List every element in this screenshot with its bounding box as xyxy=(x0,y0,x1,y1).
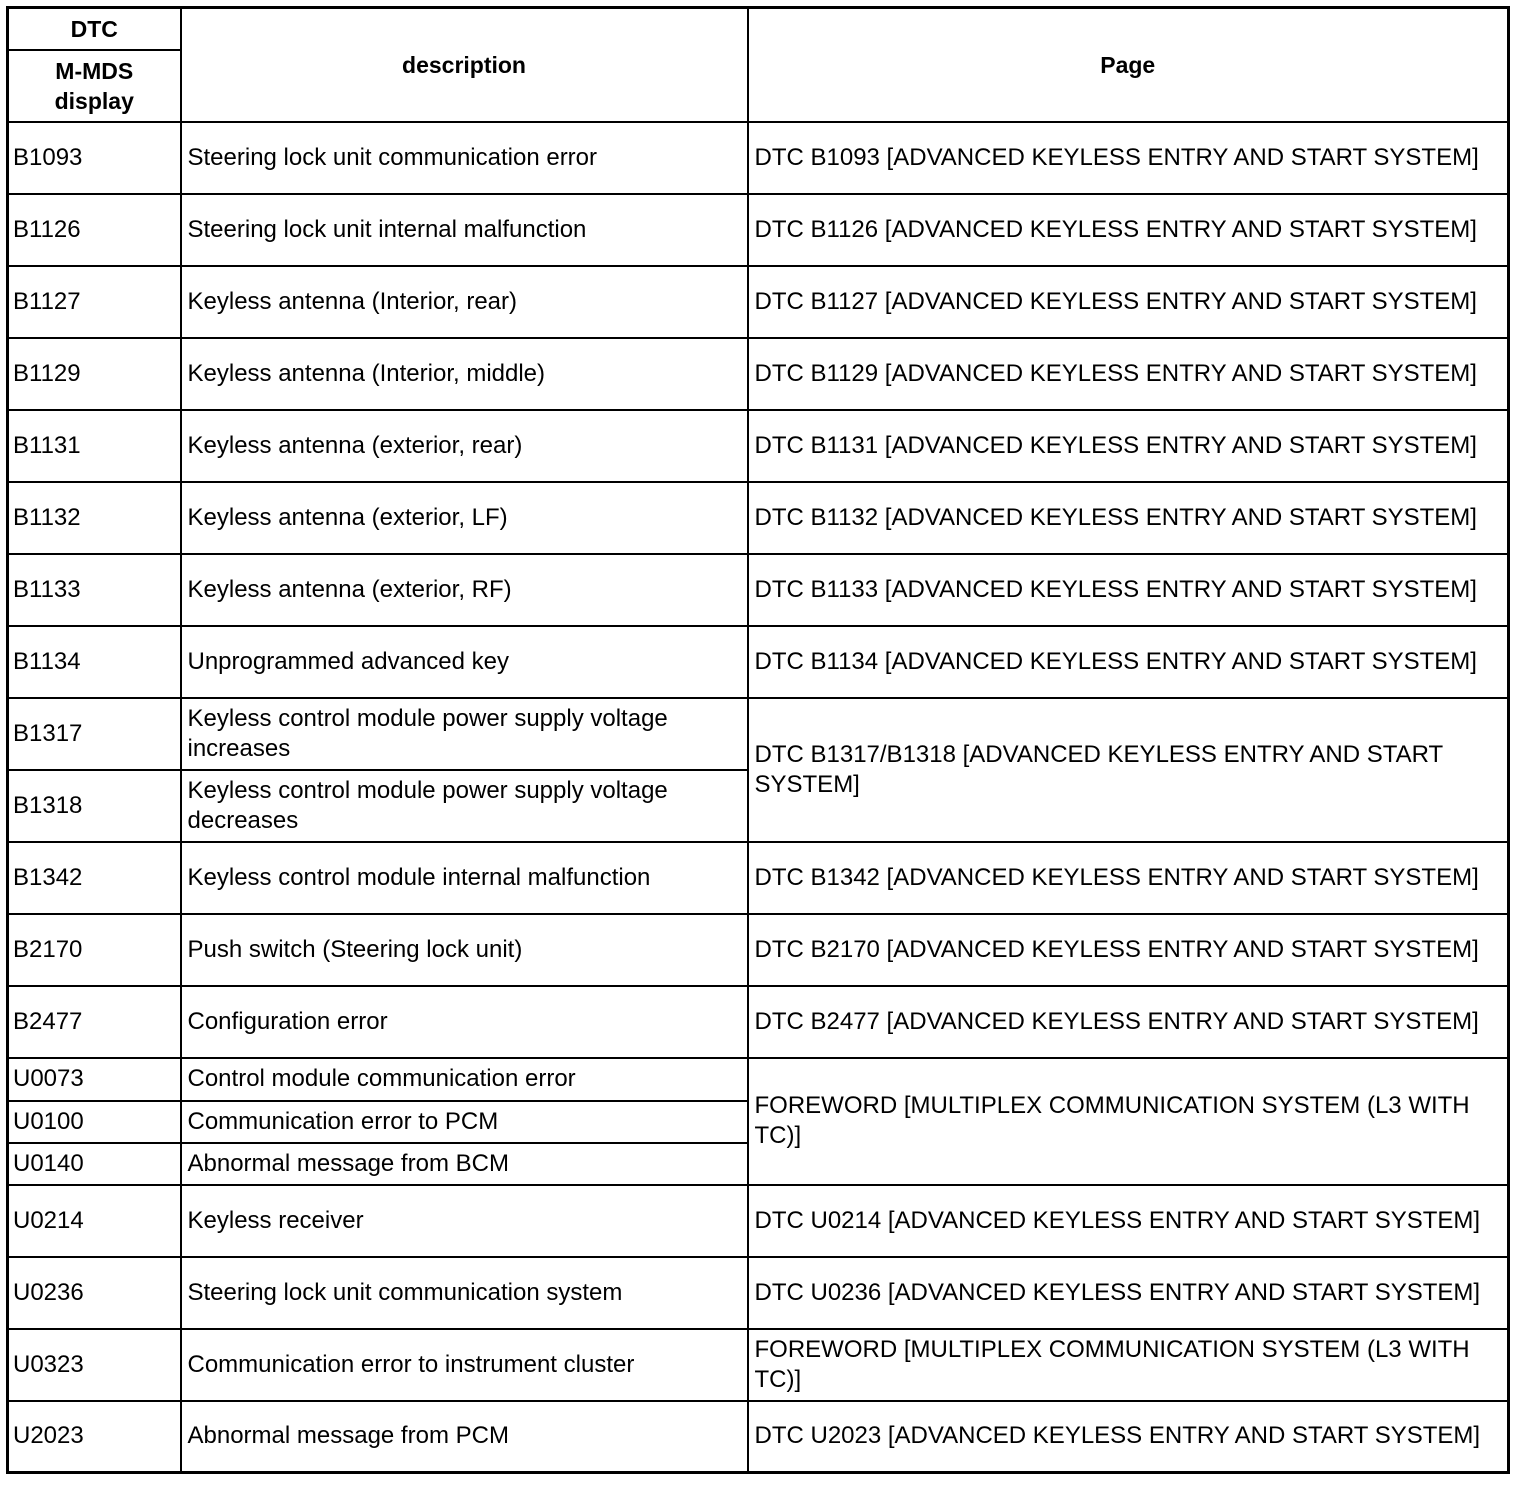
table-row xyxy=(8,338,1509,410)
header-description: description xyxy=(181,8,748,122)
dtc-description: Steering lock unit communication system xyxy=(181,1257,748,1329)
table-row xyxy=(8,842,1509,914)
header-page: Page xyxy=(748,8,1509,122)
table-row xyxy=(8,1058,1509,1101)
header-dtc: DTC xyxy=(8,8,181,50)
dtc-code: B1133 xyxy=(8,554,181,626)
dtc-code: B1131 xyxy=(8,410,181,482)
dtc-code: B1342 xyxy=(8,842,181,914)
dtc-code: U0140 xyxy=(8,1143,181,1185)
dtc-code: U0100 xyxy=(8,1101,181,1143)
dtc-description: Abnormal message from PCM xyxy=(181,1401,748,1473)
dtc-page-reference: DTC B1317/B1318 [ADVANCED KEYLESS ENTRY AND START SYSTEM] xyxy=(748,698,1509,842)
dtc-code: U0214 xyxy=(8,1185,181,1257)
dtc-page-reference: DTC B1126 [ADVANCED KEYLESS ENTRY AND START SYSTEM] xyxy=(748,194,1509,266)
dtc-page-reference: DTC B1131 [ADVANCED KEYLESS ENTRY AND START SYSTEM] xyxy=(748,410,1509,482)
dtc-description: Keyless antenna (exterior, LF) xyxy=(181,482,748,554)
dtc-description: Keyless antenna (Interior, rear) xyxy=(181,266,748,338)
dtc-description: Keyless antenna (Interior, middle) xyxy=(181,338,748,410)
dtc-description: Control module communication error xyxy=(181,1058,748,1101)
table-row xyxy=(8,626,1509,698)
dtc-code: B1093 xyxy=(8,122,181,194)
dtc-description: Keyless control module power supply voltage increases xyxy=(181,698,748,770)
dtc-page-reference: DTC U0214 [ADVANCED KEYLESS ENTRY AND START SYSTEM] xyxy=(748,1185,1509,1257)
dtc-page-reference: DTC B1129 [ADVANCED KEYLESS ENTRY AND START SYSTEM] xyxy=(748,338,1509,410)
dtc-page-reference: DTC B1127 [ADVANCED KEYLESS ENTRY AND START SYSTEM] xyxy=(748,266,1509,338)
dtc-description: Keyless antenna (exterior, RF) xyxy=(181,554,748,626)
dtc-page-reference: DTC U0236 [ADVANCED KEYLESS ENTRY AND START SYSTEM] xyxy=(748,1257,1509,1329)
dtc-code: U0073 xyxy=(8,1058,181,1101)
dtc-page-reference: DTC B2477 [ADVANCED KEYLESS ENTRY AND START SYSTEM] xyxy=(748,986,1509,1058)
dtc-code: B2170 xyxy=(8,914,181,986)
dtc-description: Keyless antenna (exterior, rear) xyxy=(181,410,748,482)
table-row xyxy=(8,194,1509,266)
dtc-description: Push switch (Steering lock unit) xyxy=(181,914,748,986)
table-row xyxy=(8,698,1509,770)
dtc-description: Communication error to PCM xyxy=(181,1101,748,1143)
dtc-description: Abnormal message from BCM xyxy=(181,1143,748,1185)
dtc-page-reference: DTC B1134 [ADVANCED KEYLESS ENTRY AND START SYSTEM] xyxy=(748,626,1509,698)
dtc-description: Steering lock unit communication error xyxy=(181,122,748,194)
dtc-page-reference: DTC B1093 [ADVANCED KEYLESS ENTRY AND START SYSTEM] xyxy=(748,122,1509,194)
dtc-description: Unprogrammed advanced key xyxy=(181,626,748,698)
table-row xyxy=(8,986,1509,1058)
dtc-code: B1132 xyxy=(8,482,181,554)
dtc-description: Keyless receiver xyxy=(181,1185,748,1257)
dtc-code: B1126 xyxy=(8,194,181,266)
dtc-description: Communication error to instrument cluster xyxy=(181,1329,748,1401)
dtc-page-reference: DTC B2170 [ADVANCED KEYLESS ENTRY AND START SYSTEM] xyxy=(748,914,1509,986)
table-row xyxy=(8,1185,1509,1257)
table-row xyxy=(8,266,1509,338)
dtc-description: Configuration error xyxy=(181,986,748,1058)
dtc-description: Keyless control module power supply voltage decreases xyxy=(181,770,748,842)
dtc-page-reference: FOREWORD [MULTIPLEX COMMUNICATION SYSTEM (L3 WITH TC)] xyxy=(748,1329,1509,1401)
header-mmds-display: M-MDS display xyxy=(8,50,181,122)
table-row xyxy=(8,410,1509,482)
dtc-page-reference: DTC U2023 [ADVANCED KEYLESS ENTRY AND START SYSTEM] xyxy=(748,1401,1509,1473)
dtc-code: B1317 xyxy=(8,698,181,770)
dtc-page-reference: DTC B1133 [ADVANCED KEYLESS ENTRY AND START SYSTEM] xyxy=(748,554,1509,626)
dtc-code: B1318 xyxy=(8,770,181,842)
table-row xyxy=(8,554,1509,626)
dtc-code: B1134 xyxy=(8,626,181,698)
table-row xyxy=(8,482,1509,554)
dtc-page-reference: DTC B1132 [ADVANCED KEYLESS ENTRY AND START SYSTEM] xyxy=(748,482,1509,554)
dtc-code: U0236 xyxy=(8,1257,181,1329)
dtc-description: Keyless control module internal malfunction xyxy=(181,842,748,914)
dtc-code: B1127 xyxy=(8,266,181,338)
table-row xyxy=(8,914,1509,986)
dtc-page-reference: FOREWORD [MULTIPLEX COMMUNICATION SYSTEM (L3 WITH TC)] xyxy=(748,1058,1509,1185)
table-row xyxy=(8,1257,1509,1329)
table-row xyxy=(8,1401,1509,1473)
dtc-page-reference: DTC B1342 [ADVANCED KEYLESS ENTRY AND START SYSTEM] xyxy=(748,842,1509,914)
dtc-description: Steering lock unit internal malfunction xyxy=(181,194,748,266)
dtc-code: U2023 xyxy=(8,1401,181,1473)
dtc-code: B2477 xyxy=(8,986,181,1058)
dtc-table xyxy=(6,6,1510,1474)
table-row xyxy=(8,1329,1509,1401)
dtc-code: U0323 xyxy=(8,1329,181,1401)
table-row xyxy=(8,122,1509,194)
dtc-code: B1129 xyxy=(8,338,181,410)
